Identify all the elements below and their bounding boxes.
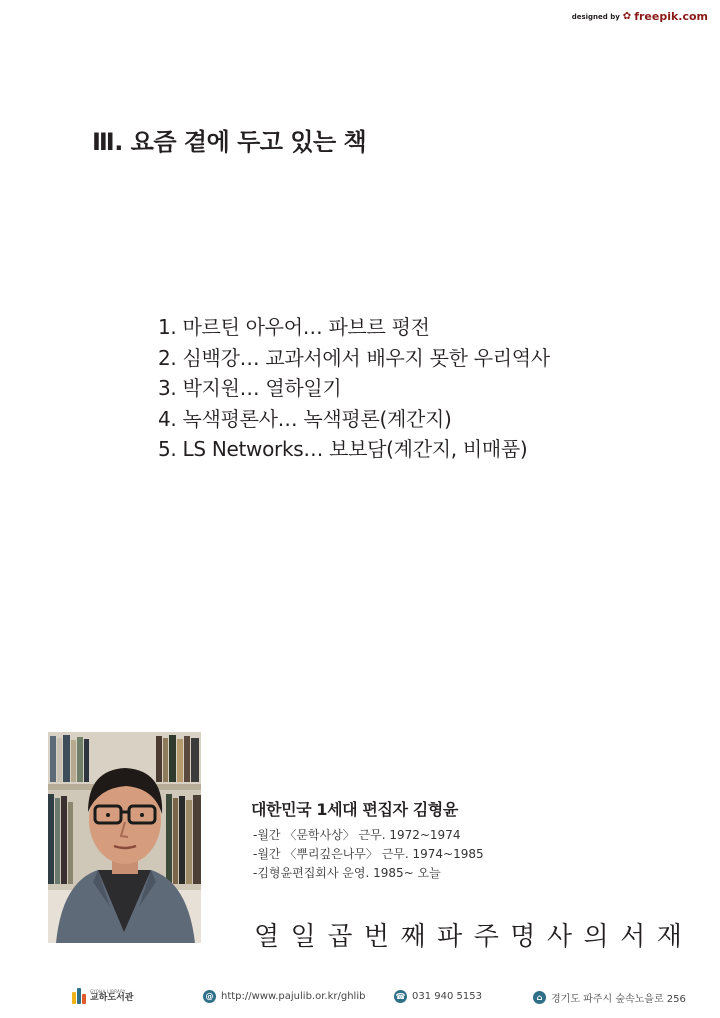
portrait-illustration: [48, 732, 201, 943]
list-item: -김형윤편집회사 운영. 1985~ 오늘: [253, 866, 441, 880]
profile-name: 대한민국 1세대 편집자 김형윤: [251, 800, 458, 819]
library-logo-icon: [72, 988, 86, 1004]
list-item: 1. 마르틴 아우어… 파브르 평전: [158, 315, 430, 339]
list-item: -월간 〈뿌리깊은나무〉 근무. 1974~1985: [253, 847, 484, 861]
footer-url[interactable]: [203, 990, 365, 1003]
library-series-title: 열일곱번째파주명사의서재: [254, 922, 694, 952]
list-item: 2. 심백강… 교과서에서 배우지 못한 우리역사: [158, 345, 550, 370]
list-item: -월간 〈문학사상〉 근무. 1972~1974: [253, 828, 461, 842]
career-list: [253, 826, 484, 883]
location-icon: ⌂: [533, 991, 546, 1004]
section-title: Ⅲ. 요즘 곁에 두고 있는 책: [92, 128, 367, 156]
book-list: [158, 312, 550, 465]
footer-phone: [394, 990, 482, 1003]
list-item: 5. LS Networks… 보보담(계간지, 비매품): [158, 437, 528, 461]
address-text: 경기도 파주시 숲속노을로 256: [551, 994, 686, 1005]
library-logo: [72, 988, 133, 1004]
url-text[interactable]: http://www.pajulib.or.kr/ghlib: [221, 991, 366, 1002]
footer-address: [533, 990, 686, 1005]
phone-text: 031 940 5153: [412, 991, 482, 1002]
freepik-credit: [572, 10, 708, 23]
library-logo-ko: 교하도서관: [90, 992, 134, 1003]
list-item: 4. 녹색평론사… 녹색평론(계간지): [158, 406, 452, 431]
credit-brand: freepik.com: [634, 10, 708, 23]
freepik-logo-icon: ✿: [622, 11, 632, 22]
profile-photo: [48, 732, 201, 943]
library-logo-en: GYOHA LIBRARY: [90, 988, 126, 994]
list-item: 3. 박지원… 열하일기: [158, 376, 342, 400]
footer: [0, 982, 720, 1012]
phone-icon: ☎: [395, 992, 406, 1001]
web-icon: @: [203, 990, 216, 1003]
credit-prefix: designed by: [571, 12, 620, 21]
